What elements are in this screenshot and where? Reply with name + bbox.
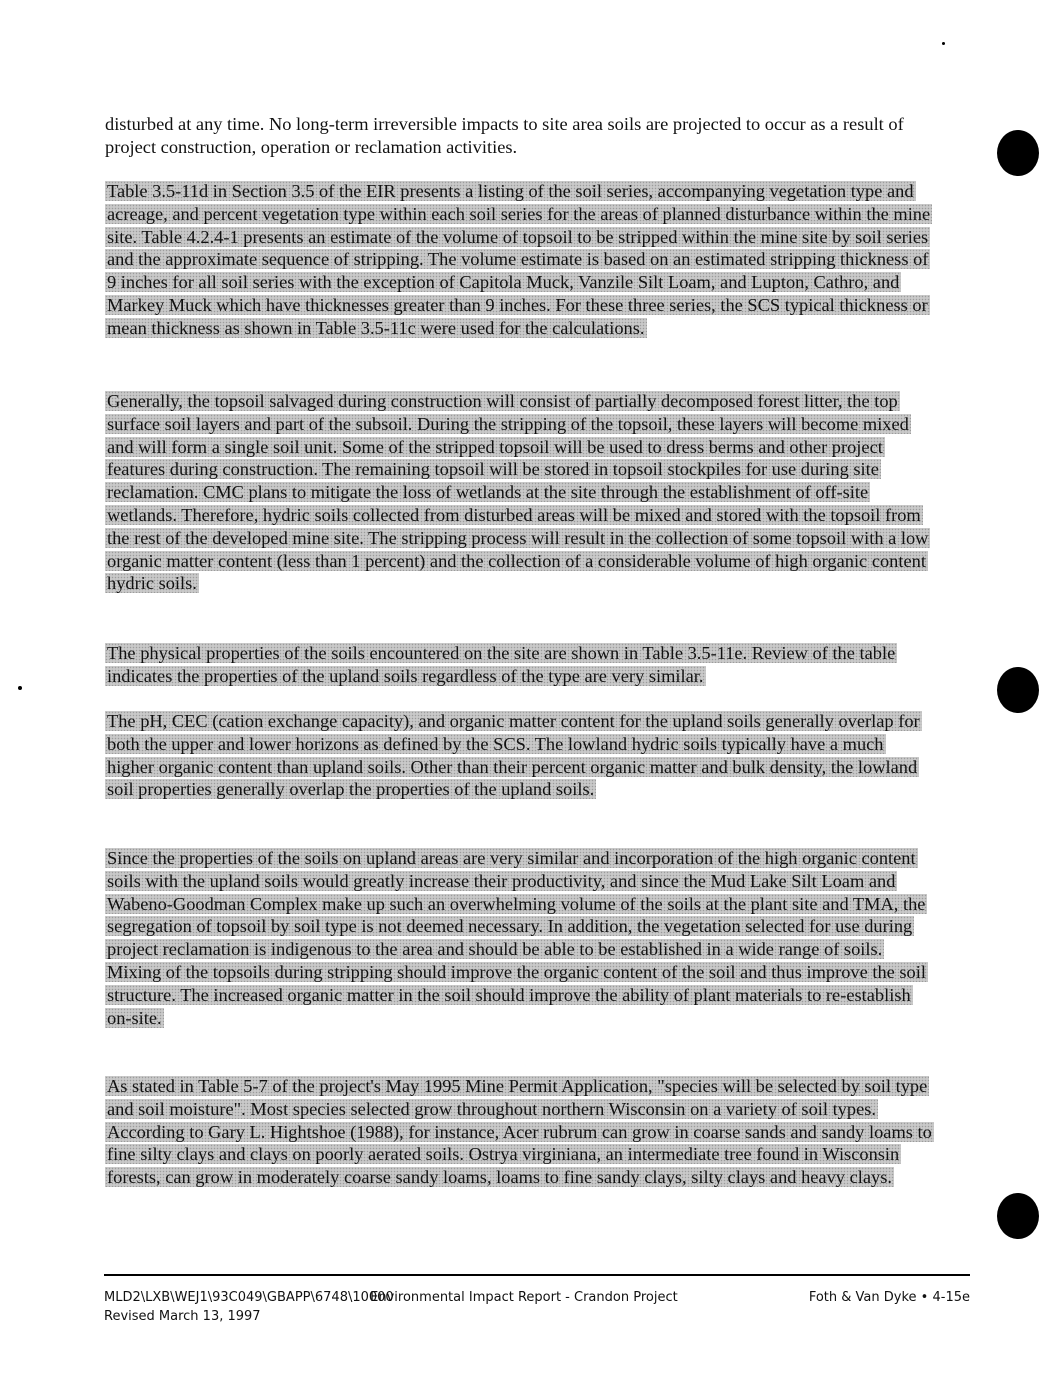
speck-mark [942, 42, 945, 45]
shaded-paragraph-text: The pH, CEC (cation exchange capacity), and organic matter content for the upland soils generally overlap for both the upper and lower horizons as defined by the SCS. The lowland hydric soils typically have a much higher organic content than upland soils. Other than their percent organic matter and bulk density, the lowland soil properties generally overlap the properties of the upland soils. [107, 711, 920, 800]
footer-left [104, 1288, 724, 1326]
paragraph-intro [105, 113, 935, 159]
paragraph-physical-properties [105, 642, 935, 688]
paragraph-ph-cec [105, 710, 935, 801]
revision-bullet-icon [997, 130, 1039, 176]
footer-revised-date: Revised March 13, 1997 [104, 1309, 261, 1324]
paragraph-topsoil-salvage [105, 390, 935, 595]
footer-line-1 [104, 1288, 724, 1307]
paragraph-species-selection [105, 1075, 935, 1189]
page-number: 4-15e [932, 1290, 970, 1305]
shaded-paragraph-text: The physical properties of the soils encountered on the site are shown in Table 3.5-11e. Review of the table indicates the properties of the upland soils regardless of the type are very similar. [107, 643, 896, 686]
revision-bullet-icon [997, 667, 1039, 713]
shaded-paragraph-text: Table 3.5-11d in Section 3.5 of the EIR presents a listing of the soil series, accompanying vegetation type and acreage, and percent vegetation type within each soil series for the areas of planned disturbance within the mine site. Table 4.2.4-1 presents an estimate of the volume of topsoil to be stripped within the mine site by soil series and the approximate sequence of stripping. The volume estimate is based on an estimated stripping thickness of 9 inches for all soil series with the exception of Capitola Muck, Vanzile Silt Loam, and Lupton, Cathro, and Markey Muck which have thicknesses greater than 9 inches. For these three series, the SCS typical thickness or mean thickness as shown in Table 3.5-11c were used for the calculations. [107, 181, 931, 338]
speck-mark [18, 686, 22, 690]
revision-bullet-icon [997, 1193, 1039, 1239]
footer-file-path: MLD2\LXB\WEJ1\93C049\GBAPP\6748\10000 [104, 1290, 394, 1305]
footer-right [790, 1288, 970, 1307]
shaded-paragraph-text: Generally, the topsoil salvaged during construction will consist of partially decomposed forest litter, the top surface soil layers and part of the subsoil. During the stripping of the topsoil, these layers will become mixed and will form a single soil unit. Some of the stripped topsoil will be used to dress berms and other project features during construction. The remaining topsoil will be stored in topsoil stockpiles for use during site reclamation. CMC plans to mitigate the loss of wetlands at the site through the establishment of off-site wetlands. Therefore, hydric soils collected from disturbed areas will be mixed and stored with the topsoil from the rest of the developed mine site. The stripping process will result in the collection of some topsoil with a low organic matter content (less than 1 percent) and the collection of a considerable volume of high organic content hydric soils. [107, 391, 929, 594]
footer-company: Foth & Van Dyke [808, 1290, 917, 1305]
paragraph-text: disturbed at any time. No long-term irreversible impacts to site area soils are projected to occur as a result of project construction, operation or reclamation activities. [105, 114, 904, 157]
footer-divider [104, 1274, 970, 1276]
paragraph-upland-soils [105, 847, 935, 1029]
footer-report-title: Environmental Impact Report - Crandon Project [370, 1290, 678, 1305]
shaded-paragraph-text: Since the properties of the soils on upland areas are very similar and incorporation of the high organic content soils with the upland soils would greatly increase their productivity, and since the Mud Lake Silt Loam and Wabeno-Goodman Complex make up such an overwhelming volume of the soils at the plant site and TMA, the segregation of topsoil by soil type is not deemed necessary. In addition, the vegetation selected for use during project reclamation is indigenous to the area and should be able to be established in a wide range of soils. Mixing of the topsoils during stripping should improve the organic content of the soil and thus improve the soil structure. The increased organic matter in the soil should improve the ability of plant materials to re-establish on-site. [107, 848, 926, 1028]
footer-separator: • [920, 1290, 929, 1305]
shaded-paragraph-text: As stated in Table 5-7 of the project's May 1995 Mine Permit Application, "species will be selected by soil type and soil moisture". Most species selected grow throughout northern Wisconsin on a variety of soil types. According to Gary L. Hightshoe (1988), for instance, Acer rubrum can grow in coarse sands and sandy loams to fine silty clays and clays on poorly aerated soils. Ostrya virginiana, an intermediate tree found in Wisconsin forests, can grow in moderately coarse sandy loams, loams to fine sandy clays, silty clays and heavy clays. [107, 1076, 932, 1188]
paragraph-soil-series [105, 180, 935, 340]
